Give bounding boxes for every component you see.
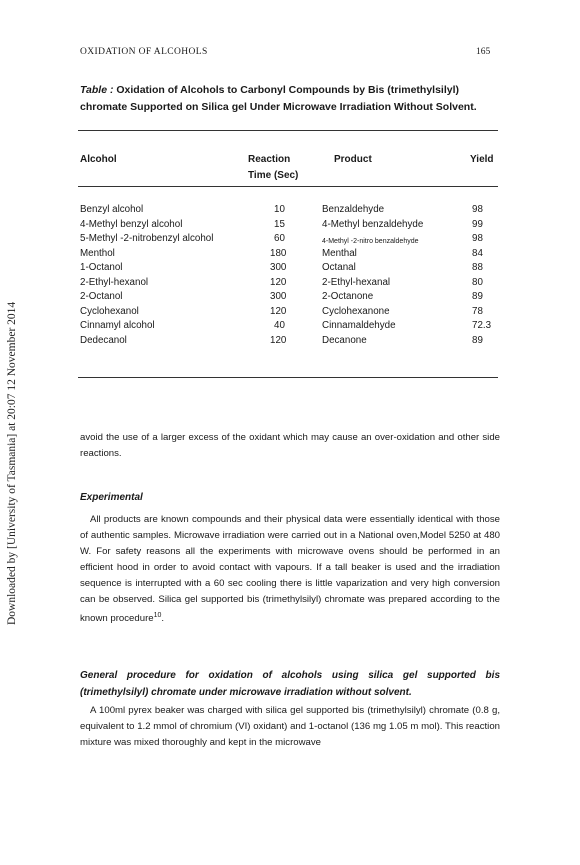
column-header-alcohol: Alcohol xyxy=(80,154,117,165)
cell-time: 60 xyxy=(274,233,285,244)
experimental-heading: Experimental xyxy=(80,492,143,503)
table-row xyxy=(80,232,500,247)
cell-yield: 98 xyxy=(472,204,483,215)
table-row xyxy=(80,276,500,291)
cell-alcohol: 2-Octanol xyxy=(80,291,123,302)
table-row xyxy=(80,319,500,334)
cell-alcohol: Cinnamyl alcohol xyxy=(80,320,155,331)
cell-yield: 84 xyxy=(472,247,483,259)
cell-product: 2-Ethyl-hexanal xyxy=(322,276,391,288)
cell-time: 120 xyxy=(270,334,287,346)
cell-yield: 98 xyxy=(472,233,483,244)
cell-time: 300 xyxy=(270,291,287,302)
cell-time: 300 xyxy=(270,262,287,273)
cell-yield: 89 xyxy=(472,334,483,346)
cell-product: 4-Methyl -2-nitro benzaldehyde xyxy=(322,238,419,245)
column-header-reaction-line2: Time (Sec) xyxy=(248,170,299,181)
cell-alcohol: Benzyl alcohol xyxy=(80,204,144,215)
table-row xyxy=(80,334,500,349)
table-row xyxy=(80,290,500,305)
experimental-end: . xyxy=(161,613,165,625)
cell-alcohol: Dedecanol xyxy=(80,334,127,346)
cell-alcohol: Cyclohexanol xyxy=(80,305,139,317)
column-header-reaction-time xyxy=(248,152,298,184)
cell-time: 120 xyxy=(270,276,287,288)
cell-yield: 88 xyxy=(472,262,483,273)
cell-yield: 72.3 xyxy=(472,320,492,331)
cell-alcohol: 2-Ethyl-hexanol xyxy=(80,276,149,288)
table-row xyxy=(80,203,500,218)
cell-time: 40 xyxy=(274,320,285,331)
reference-superscript: 10 xyxy=(153,612,162,619)
table-body xyxy=(80,203,500,348)
table-row xyxy=(80,261,500,276)
cell-time: 10 xyxy=(274,204,285,215)
cell-product: Octanal xyxy=(322,262,356,273)
table-caption xyxy=(80,82,500,116)
cell-product: Cinnamaldehyde xyxy=(322,320,396,331)
cell-product: 2-Octanone xyxy=(322,291,374,302)
procedure-heading: General procedure for oxidation of alcohols using silica gel supported bis (trimethylsilyl) chromate under microwave irradiation without solvent. xyxy=(80,670,500,698)
cell-alcohol: 5-Methyl -2-nitrobenzyl alcohol xyxy=(80,233,214,244)
cell-yield: 99 xyxy=(472,218,483,230)
table-row xyxy=(80,305,500,320)
procedure-paragraph: A 100ml pyrex beaker was charged with silica gel supported bis (trimethylsilyl) chromate (0.8 g, equivalent to 1.2 mmol of chromium (VI) oxidant) and 1-octanol (136 mg 1.05 m mol). This reaction mixture was mixed thoroughly and kept in the microwave xyxy=(80,705,500,748)
column-header-product: Product xyxy=(334,154,372,165)
cell-time: 180 xyxy=(270,247,287,259)
experimental-paragraph xyxy=(80,512,500,627)
cell-product: Cyclohexanone xyxy=(322,305,390,317)
table-caption-text: Oxidation of Alcohols to Carbonyl Compounds by Bis (trimethylsilyl) chromate Supported on Silica gel Under Microwave Irradiation Without Solvent. xyxy=(80,84,477,113)
cell-product: 4-Methyl benzaldehyde xyxy=(322,218,424,230)
cell-yield: 78 xyxy=(472,305,483,317)
cell-product: Decanone xyxy=(322,334,367,346)
cell-alcohol: 1-Octanol xyxy=(80,262,123,273)
cell-yield: 80 xyxy=(472,276,483,288)
table-row xyxy=(80,247,500,262)
table-bottom-rule xyxy=(78,377,498,378)
table-header-rule xyxy=(78,186,498,187)
column-header-reaction-line1: Reaction xyxy=(248,154,291,165)
continuation-paragraph: avoid the use of a larger excess of the oxidant which may cause an over-oxidation and other side reactions. xyxy=(80,432,500,459)
table-caption-label: Table : xyxy=(80,84,114,96)
cell-product: Menthal xyxy=(322,247,357,259)
running-title: OXIDATION OF ALCOHOLS xyxy=(80,47,208,57)
download-notice: Downloaded by [University of Tasmania] at 20:07 12 November 2014 xyxy=(6,301,18,625)
cell-time: 120 xyxy=(270,305,287,317)
cell-alcohol: Menthol xyxy=(80,247,115,259)
cell-alcohol: 4-Methyl benzyl alcohol xyxy=(80,218,183,230)
cell-yield: 89 xyxy=(472,291,483,302)
table-row xyxy=(80,218,500,233)
experimental-text: All products are known compounds and their physical data were essentially identical with those of authentic samples. Microwave irradiation were carried out in a National oven,Model 5250 at 480 W. For safety reasons all the experiments with microwave ovens should be performed in an efficient hood in order to avoid contact with vapours. If a tall beaker is used and the irradiation sequence is interrupted with a 60 sec cooling there is little vaparization and very high conversion can be observed. Silica gel supported bis (trimethylsilyl) chromate was prepared according to the known procedure xyxy=(80,514,500,625)
table-top-rule xyxy=(78,130,498,131)
column-header-yield: Yield xyxy=(470,154,494,165)
cell-time: 15 xyxy=(274,218,285,230)
page-number: 165 xyxy=(476,47,491,57)
cell-product: Benzaldehyde xyxy=(322,204,385,215)
